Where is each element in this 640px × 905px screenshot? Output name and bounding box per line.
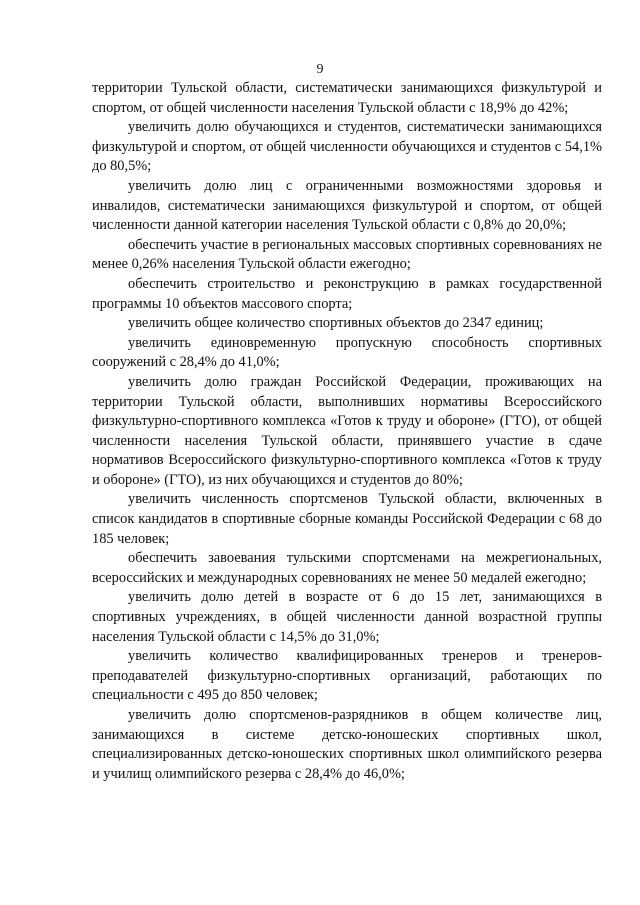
paragraph: территории Тульской области, систематически занимающихся физкультурой и спортом, от общей численности населения Тульской области с 18,9% до 42%;	[92, 80, 602, 116]
paragraph: увеличить долю детей в возрасте от 6 до 15 лет, занимающихся в спортивных учреждениях, в общей численности данной возрастной группы населения Тульской области с 14,5% до 31,0%;	[92, 589, 602, 645]
document-body	[92, 79, 602, 784]
paragraph: увеличить долю обучающихся и студентов, систематически занимающихся физкультурой и спортом, от общей численности обучающихся и студентов с 54,1% до 80,5%;	[92, 119, 602, 175]
paragraph: обеспечить участие в региональных массовых спортивных соревнованиях не менее 0,26% населения Тульской области ежегодно;	[92, 236, 602, 273]
paragraph: увеличить численность спортсменов Тульской области, включенных в список кандидатов в спортивные сборные команды Российской Федерации с 68 до 185 человек;	[92, 491, 602, 547]
paragraph: увеличить количество квалифицированных тренеров и тренеров-преподавателей физкультурно-спортивных организаций, работающих по специальности с 495 до 850 человек;	[92, 648, 602, 704]
paragraph: обеспечить завоевания тульскими спортсменами на межрегиональных, всероссийских и международных соревнованиях не менее 50 медалей ежегодно;	[92, 550, 602, 586]
paragraph: увеличить общее количество спортивных объектов до 2347 единиц;	[128, 315, 544, 332]
paragraph: увеличить долю лиц с ограниченными возможностями здоровья и инвалидов, систематически занимающихся физкультурой и спортом, от общей численности данной категории населения Тульской области с 0,8% до 20,0%;	[92, 177, 602, 234]
paragraph: обеспечить строительство и реконструкцию в рамках государственной программы 10 объектов массового спорта;	[92, 275, 602, 312]
paragraph: увеличить долю спортсменов-разрядников в общем количестве лиц, занимающихся в системе детско-юношеских спортивных школ, специализированных детско-юношеских спортивных школ олимпийского резерва и училищ олимпийского резерва с 28,4% до 46,0%;	[92, 707, 602, 782]
paragraph: увеличить единовременную пропускную способность спортивных сооружений с 28,4% до 41,0%;	[92, 334, 602, 371]
page-number: 9	[316, 62, 324, 77]
paragraph: увеличить долю граждан Российской Федерации, проживающих на территории Тульской области, выполнивших нормативы Всероссийского физкультурно-спортивного комплекса «Готов к труду и обороне» (ГТО), от общей численности населения Тульской области, принявшего участие в сдаче нормативов Всероссийского физкультурно-спортивного комплекса «Готов к труду и обороне» (ГТО), из них обучающихся и студентов до 80%;	[92, 373, 602, 488]
